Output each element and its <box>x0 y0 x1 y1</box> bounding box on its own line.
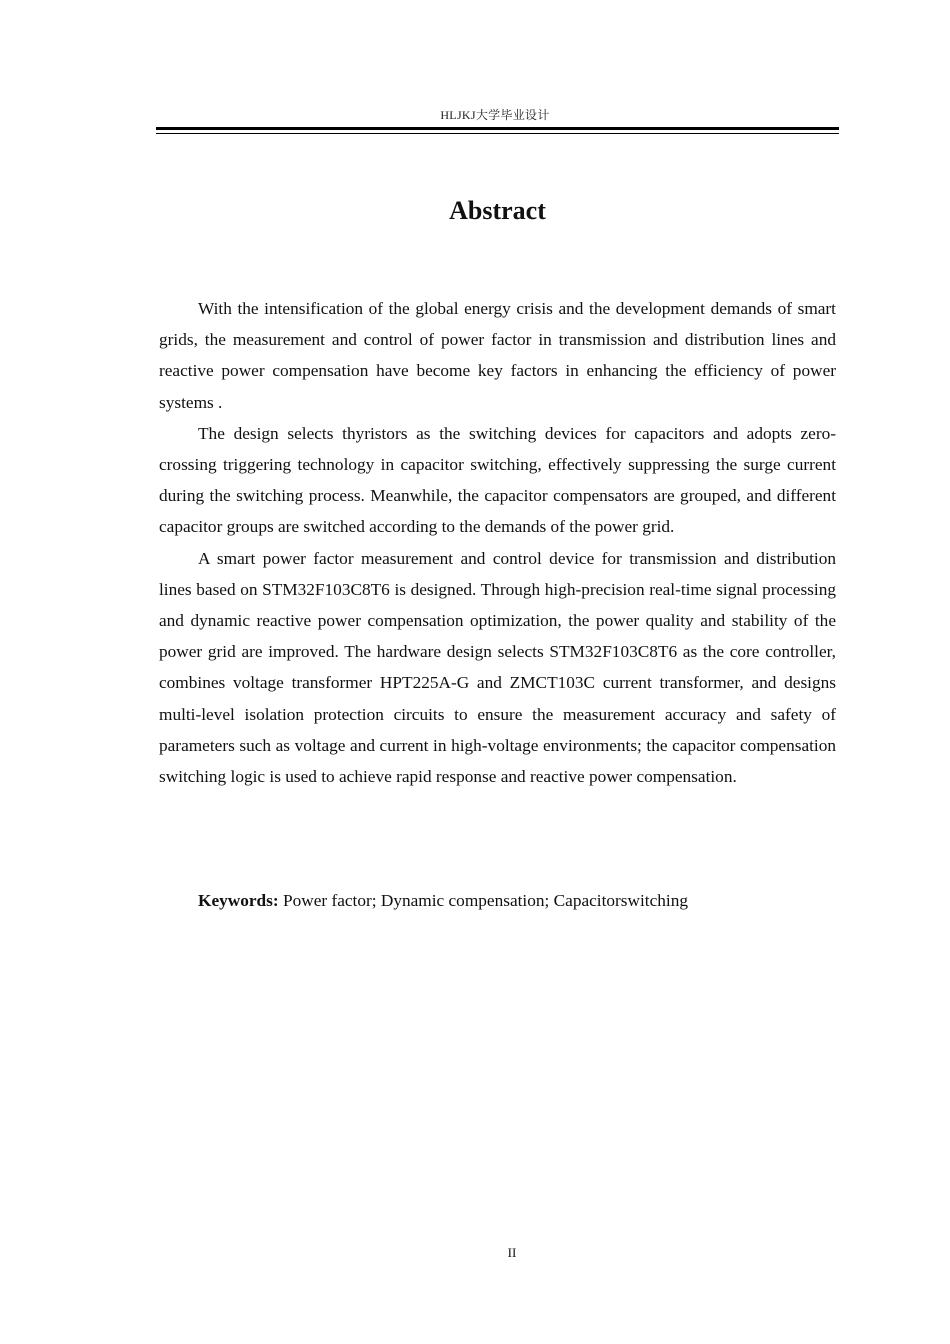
keywords-line <box>159 885 836 916</box>
keywords-text: Power factor; Dynamic compensation; Capacitorswitching <box>278 891 688 910</box>
keywords-label: Keywords: <box>198 891 279 910</box>
page-title: Abstract <box>449 196 546 225</box>
abstract-paragraph-2: The design selects thyristors as the switching devices for capacitors and adopts zero-crossing triggering technology in capacitor switching, effectively suppressing the surge current during the switching process. Meanwhile, the capacitor compensators are grouped, and different capacitor groups are switched according to the demands of the power grid. <box>159 423 836 537</box>
abstract-body <box>159 293 836 792</box>
page-number: II <box>507 1245 517 1260</box>
abstract-paragraph-3: A smart power factor measurement and control device for transmission and distribution lines based on STM32F103C8T6 is designed. Through high-precision real-time signal processing and dynamic reactive power compensation optimization, the power quality and stability of the power grid are improved. The hardware design selects STM32F103C8T6 as the core controller, combines voltage transformer HPT225A-G and ZMCT103C current transformer, and designs multi-level isolation protection circuits to ensure the measurement accuracy and safety of parameters such as voltage and current in high-voltage environments; the capacitor compensation switching logic is used to achieve rapid response and reactive power compensation. <box>159 548 836 787</box>
running-header: HLJKJ大学毕业设计 <box>440 108 550 122</box>
header-rule-thick <box>156 127 839 130</box>
header-rule-thin <box>156 133 839 134</box>
abstract-paragraph-1: With the intensification of the global energy crisis and the development demands of smart grids, the measurement and control of power factor in transmission and distribution lines and reactive power compensation have become key factors in enhancing the efficiency of power systems . <box>159 299 836 412</box>
